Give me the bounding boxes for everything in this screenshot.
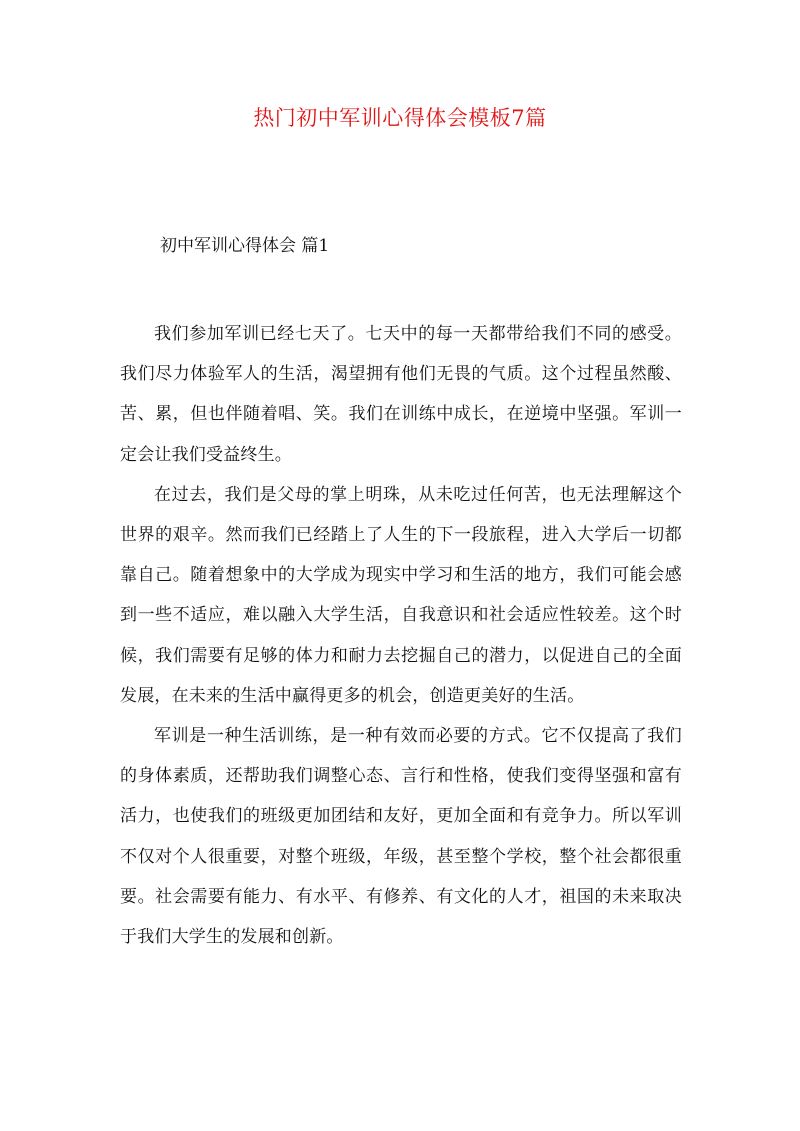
section-heading: 初中军训心得体会 篇1 (160, 236, 330, 256)
paragraph-2: 在过去，我们是父母的掌上明珠，从未吃过任何苦，也无法理解这个世界的艰辛。然而我们已经踏上了人生的下一段旅程，进入大学后一切都靠自己。随着想象中的大学成为现实中学习和生活的地方，我们可能会感到一些不适应，难以融入大学生活，自我意识和社会适应性较差。这个时候，我们需要有足够的体力和耐力去挖掘自己的潜力，以促进自己的全面发展，在未来的生活中赢得更多的机会，创造更美好的生活。 (120, 484, 682, 706)
paragraph-1: 我们参加军训已经七天了。七天中的每一天都带给我们不同的感受。我们尽力体验军人的生活，渴望拥有他们无畏的气质。这个过程虽然酸、苦、累，但也伴随着唱、笑。我们在训练中成长，在逆境中坚强。军训一定会让我们受益终生。 (120, 324, 682, 465)
paragraph-3: 军训是一种生活训练，是一种有效而必要的方式。它不仅提高了我们的身体素质，还帮助我们调整心态、言行和性格，使我们变得坚强和富有活力，也使我们的班级更加团结和友好，更加全面和有竞争力。所以军训不仅对个人很重要，对整个班级，年级，甚至整个学校，整个社会都很重要。社会需要有能力、有水平、有修养、有文化的人才，祖国的未来取决于我们大学生的发展和创新。 (120, 726, 682, 948)
document-body (120, 314, 682, 957)
document-title: 热门初中军训心得体会模板7篇 (253, 106, 547, 130)
